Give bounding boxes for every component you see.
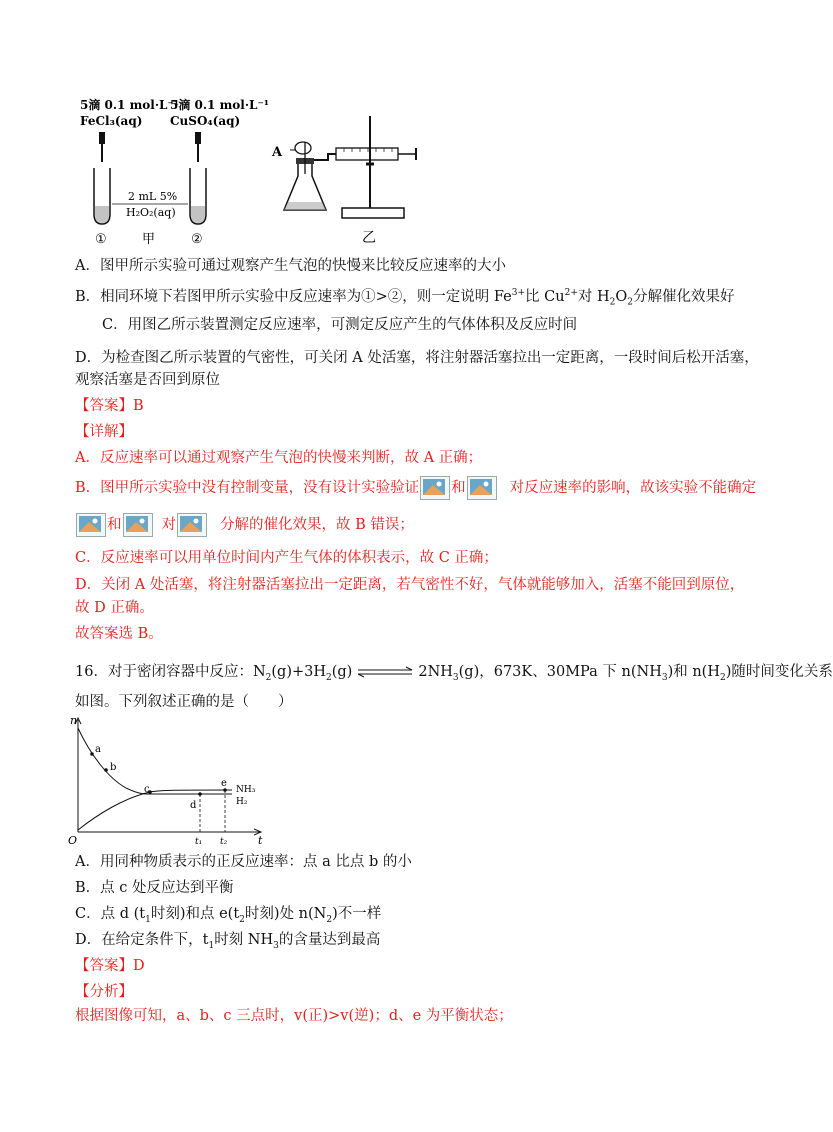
dropping-funnel bbox=[290, 142, 311, 154]
label-point-c: c bbox=[144, 784, 150, 795]
h2-curve bbox=[78, 728, 232, 794]
point-b bbox=[104, 768, 108, 772]
label-point-a: a bbox=[95, 744, 101, 755]
q15-detail-heading: 【详解】 bbox=[75, 424, 133, 440]
yi-label: 乙 bbox=[362, 230, 376, 246]
test-tube-2 bbox=[190, 168, 206, 224]
yi-label-a: A bbox=[272, 145, 283, 160]
syringe bbox=[336, 148, 416, 160]
test-tube-1 bbox=[94, 168, 110, 224]
dropper-1 bbox=[99, 132, 105, 162]
q16-analysis: 根据图像可知，a、b、c 三点时，v(正)>v(逆)；d、e 为平衡状态； bbox=[75, 1008, 513, 1024]
label-h2: H₂ bbox=[236, 797, 248, 807]
jia-drop1-bottom: FeCl₃(aq) bbox=[80, 114, 143, 128]
broken-image-icon bbox=[76, 513, 106, 537]
broken-image-icon bbox=[467, 476, 497, 500]
q16-option-b: B．点 c 处反应达到平衡 bbox=[75, 880, 234, 896]
broken-image-icon bbox=[123, 513, 153, 537]
jia-label: 甲 bbox=[142, 232, 156, 247]
connecting-tube bbox=[314, 154, 336, 160]
iron-stand bbox=[342, 116, 404, 218]
q16-option-c: C．点 d ($t_1$时刻)和点 $e(t_2$时刻)处 $n(N_2)$不一样 bbox=[75, 906, 382, 925]
graph-x-label: t bbox=[258, 834, 263, 847]
label-point-b: b bbox=[110, 762, 117, 773]
label-nh3: NH₃ bbox=[236, 785, 256, 795]
jia-h2o2-top: 2 mL 5% bbox=[128, 190, 178, 203]
q15-option-d-line2: 观察活塞是否回到原位 bbox=[75, 372, 220, 388]
q15-explain-c: C．反应速率可以用单位时间内产生气体的体积表示，故 C 正确； bbox=[75, 550, 498, 566]
q15-answer: 【答案】B bbox=[75, 398, 144, 414]
q15-option-c: C．用图乙所示装置测定反应速率，可测定反应产生的气体体积及反应时间 bbox=[102, 317, 578, 333]
jia-drop1-top: 5滴 0.1 mol·L⁻¹ bbox=[80, 98, 180, 112]
q16-analysis-heading: 【分析】 bbox=[75, 984, 133, 1000]
label-t2: t₂ bbox=[220, 837, 228, 847]
nh3-curve bbox=[78, 790, 232, 830]
broken-image-icon bbox=[420, 476, 450, 500]
q16-stem-line2: 如图。下列叙述正确的是（ ） bbox=[75, 694, 293, 710]
jia-drop2-top: 5滴 0.1 mol·L⁻¹ bbox=[170, 98, 270, 112]
q15-explain-d-line2: 故 D 正确。 bbox=[75, 600, 154, 616]
jia-drop2-bottom: CuSO₄(aq) bbox=[170, 114, 241, 128]
q15-explain-a: A．反应速率可以通过观察产生气泡的快慢来判断，故 A 正确； bbox=[75, 450, 483, 466]
label-point-d: d bbox=[190, 800, 197, 811]
graph-axes bbox=[75, 718, 261, 835]
q15-option-b: B．相同环境下若图甲所示实验中反应速率为①>②，则一定说明 $Fe^{3+}$比 $Cu^{2+}$对 $H_2O_2$分解催化效果好 bbox=[75, 288, 735, 308]
jia-label-2: ② bbox=[191, 232, 203, 247]
q16-option-a: A．用同种物质表示的正反应速率：点 a 比点 b 的小 bbox=[75, 854, 412, 870]
q15-explain-b-line2: 和 对 分解的催化效果，故 B 错误； bbox=[75, 513, 414, 537]
q15-explain-b-line1: B．图甲所示实验中没有控制变量，没有设计实验验证 和 对反应速率的影响，故该实验不能确定 bbox=[75, 476, 756, 500]
point-a bbox=[90, 752, 94, 756]
figure-jia bbox=[78, 96, 278, 248]
graph-y-label: n bbox=[70, 714, 78, 727]
q16-stem-line1: 16．对于密闭容器中反应：$N_2(g)+3H_2(g)$ $2NH_3(g)$，673K、30MPa 下 $n(NH_3)$和 $n(H_2)$随时间变化关系 bbox=[75, 664, 833, 683]
q16-option-d: D．在给定条件下，$t_1$时刻 $NH_3$的含量达到最高 bbox=[75, 932, 381, 951]
broken-image-icon bbox=[177, 513, 207, 537]
figure-yi bbox=[270, 112, 420, 250]
label-point-e: e bbox=[221, 778, 227, 789]
q15-explain-d-line1: D．关闭 A 处活塞，将注射器活塞拉出一定距离，若气密性不好，气体就能够加入，活塞不能回到原位， bbox=[75, 577, 745, 593]
jia-label-1: ① bbox=[95, 232, 107, 247]
reversible-arrow-icon bbox=[356, 667, 414, 677]
graph-origin: O bbox=[68, 834, 78, 847]
jia-h2o2-bottom: H₂O₂(aq) bbox=[126, 206, 176, 219]
q16-answer: 【答案】D bbox=[75, 958, 145, 974]
q15-conclusion: 故答案选 B。 bbox=[75, 626, 163, 642]
q15-option-d-line1: D．为检查图乙所示装置的气密性，可关闭 A 处活塞，将注射器活塞拉出一定距离，一段时间后松开活塞， bbox=[75, 350, 759, 366]
q16-graph bbox=[68, 714, 268, 850]
conical-flask bbox=[284, 142, 326, 210]
q15-option-a: A．图甲所示实验可通过观察产生气泡的快慢来比较反应速率的大小 bbox=[75, 258, 506, 274]
dropper-2 bbox=[195, 132, 201, 162]
label-t1: t₁ bbox=[195, 837, 203, 847]
